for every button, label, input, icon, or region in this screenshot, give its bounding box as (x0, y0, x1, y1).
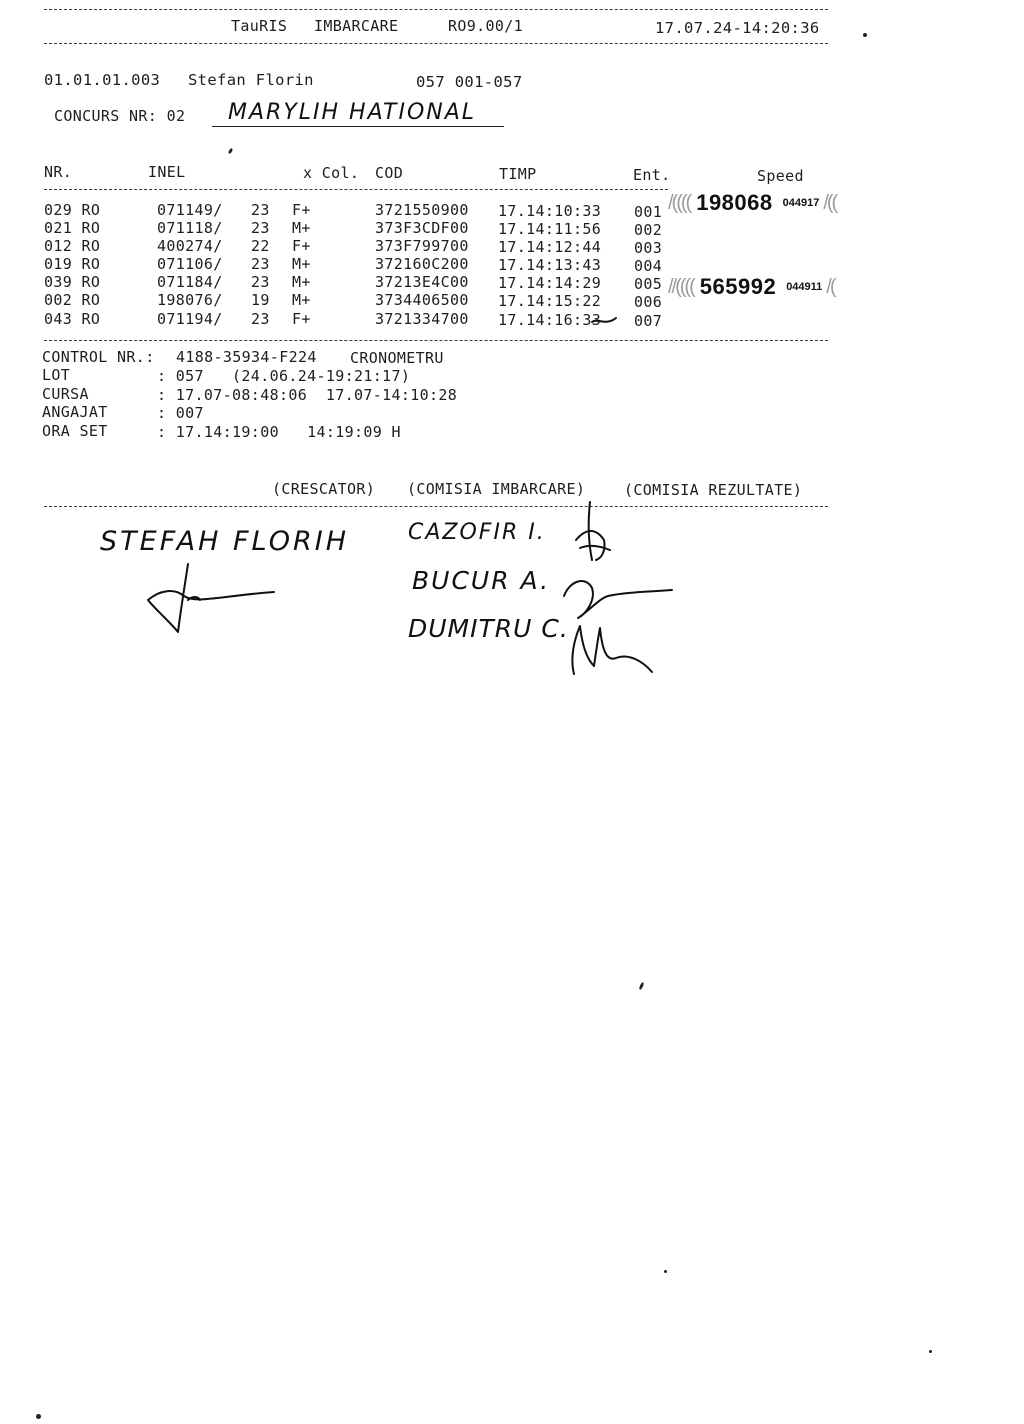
cell-cod: 3721550900 (375, 201, 469, 219)
scan-speck (929, 1350, 932, 1353)
print-datetime: 17.07.24-14:20:36 (655, 19, 820, 37)
cell-inel: 071184/ (157, 273, 223, 291)
stamp-swirl-icon: /( (826, 275, 835, 298)
member1-signature-icon (566, 500, 616, 570)
col-header-cod: COD (375, 164, 404, 182)
cell-cod: 373F799700 (375, 237, 469, 255)
owner-range: 057 001-057 (416, 73, 523, 91)
col-header-timp: TIMP (499, 165, 537, 183)
cell-nr: 043 RO (44, 310, 101, 328)
col-header-ent: Ent. (633, 166, 671, 184)
owner-code: 01.01.01.003 (44, 71, 161, 89)
cursa-value: : 17.07-08:48:06 17.07-14:10:28 (157, 386, 458, 404)
header-top-rule (44, 9, 828, 10)
cell-ent: 005 (634, 275, 663, 293)
crescator-handwritten-name: STEFAH FLORIH (100, 526, 350, 557)
control-extra: CRONOMETRU (350, 349, 444, 367)
stamp-swirl-icon: /(((( (668, 191, 691, 214)
cell-cod: 372160C200 (375, 255, 469, 273)
cell-timp: 17.14:13:43 (498, 256, 602, 274)
contest-name-handwritten: MARYLIH HATIONAL (228, 100, 477, 125)
stamp-code: 044911 (786, 281, 823, 293)
mode-label: IMBARCARE (314, 17, 399, 35)
cell-inel: 071106/ (157, 255, 223, 273)
cell-timp: 17.14:11:56 (498, 220, 602, 238)
cell-sex: F+ (292, 310, 311, 328)
col-header-xcol: x Col. (303, 164, 360, 182)
cell-sex: M+ (292, 255, 311, 273)
stamp-code: 044917 (782, 197, 820, 209)
cell-nr: 039 RO (44, 273, 101, 291)
col-header-speed: Speed (757, 167, 804, 185)
cell-timp: 17.14:16:33 (498, 311, 602, 329)
stamp-swirl-icon: //(((( (668, 275, 694, 298)
stamp-swirl-icon: /(( (823, 191, 837, 214)
cell-timp: 17.14:14:29 (498, 274, 602, 292)
cell-sex: M+ (292, 219, 311, 237)
member1-handwritten-name: CAZOFIR I. (408, 520, 546, 545)
signatures-rule (44, 506, 828, 507)
comisia-rezultate-label: (COMISIA REZULTATE) (624, 481, 803, 499)
ora-set-value: : 17.14:19:00 14:19:09 H (157, 423, 401, 441)
speed-stamp (668, 270, 835, 304)
cell-year: 23 (251, 310, 270, 328)
owner-name: Stefan Florin (188, 71, 314, 89)
stamp-value: 198068 (696, 190, 773, 215)
cell-ent: 007 (634, 312, 663, 330)
member2-signature-icon (556, 566, 676, 626)
cell-ent: 001 (634, 203, 663, 221)
lot-value: : 057 (24.06.24-19:21:17) (157, 367, 411, 385)
cell-inel: 071149/ (157, 201, 223, 219)
cell-inel: 071194/ (157, 310, 223, 328)
speed-stamp (668, 186, 836, 220)
cell-nr: 002 RO (44, 291, 101, 309)
member3-handwritten-name: DUMITRU C. (408, 614, 569, 643)
cell-year: 23 (251, 273, 270, 291)
cell-nr: 019 RO (44, 255, 101, 273)
cell-inel: 400274/ (157, 237, 223, 255)
stamp-value: 565992 (699, 274, 777, 299)
system-name: TauRIS (231, 17, 288, 35)
cell-ent: 002 (634, 221, 663, 239)
cell-nr: 029 RO (44, 201, 101, 219)
cell-year: 23 (251, 219, 270, 237)
scan-speck (863, 33, 867, 37)
cell-year: 23 (251, 255, 270, 273)
cell-year: 22 (251, 237, 270, 255)
member3-signature-icon (560, 618, 660, 680)
cell-timp: 17.14:15:22 (498, 292, 602, 310)
cell-year: 19 (251, 291, 270, 309)
cell-cod: 373F3CDF00 (375, 219, 469, 237)
scan-speck (664, 1270, 667, 1273)
contest-underline (212, 126, 504, 127)
ora-set-label: ORA SET (42, 422, 108, 440)
control-label: CONTROL NR.: (42, 348, 155, 366)
member2-handwritten-name: BUCUR A. (412, 566, 551, 595)
angajat-value: : 007 (157, 404, 204, 422)
scan-speck (638, 982, 644, 991)
scan-speck (228, 148, 234, 155)
header-bottom-rule (44, 43, 828, 44)
cell-inel: 198076/ (157, 291, 223, 309)
crescator-label: (CRESCATOR) (272, 480, 376, 498)
strike-mark-icon (590, 312, 618, 330)
cell-nr: 021 RO (44, 219, 101, 237)
cell-timp: 17.14:10:33 (498, 202, 602, 220)
cell-cod: 3721334700 (375, 310, 469, 328)
cell-ent: 004 (634, 257, 663, 275)
contest-label: CONCURS NR: 02 (54, 107, 186, 125)
col-header-nr: NR. (44, 163, 73, 181)
cell-sex: F+ (292, 201, 311, 219)
cell-cod: 37213E4C00 (375, 273, 469, 291)
cell-sex: F+ (292, 237, 311, 255)
cell-ent: 006 (634, 293, 663, 311)
lot-label: LOT (42, 366, 71, 384)
crescator-signature-icon (140, 560, 290, 645)
cell-sex: M+ (292, 291, 311, 309)
version-label: RO9.00/1 (448, 17, 524, 35)
cell-ent: 003 (634, 239, 663, 257)
scan-speck (36, 1414, 41, 1419)
comisia-imbarcare-label: (COMISIA IMBARCARE) (407, 480, 586, 498)
angajat-label: ANGAJAT (42, 403, 108, 421)
cell-inel: 071118/ (157, 219, 223, 237)
col-header-inel: INEL (148, 163, 186, 181)
control-number: 4188-35934-F224 (176, 348, 317, 366)
table-header-rule (44, 189, 668, 190)
cell-nr: 012 RO (44, 237, 101, 255)
cell-year: 23 (251, 201, 270, 219)
cell-timp: 17.14:12:44 (498, 238, 602, 256)
cursa-label: CURSA (42, 385, 89, 403)
table-bottom-rule (44, 340, 828, 341)
cell-sex: M+ (292, 273, 311, 291)
cell-cod: 3734406500 (375, 291, 469, 309)
